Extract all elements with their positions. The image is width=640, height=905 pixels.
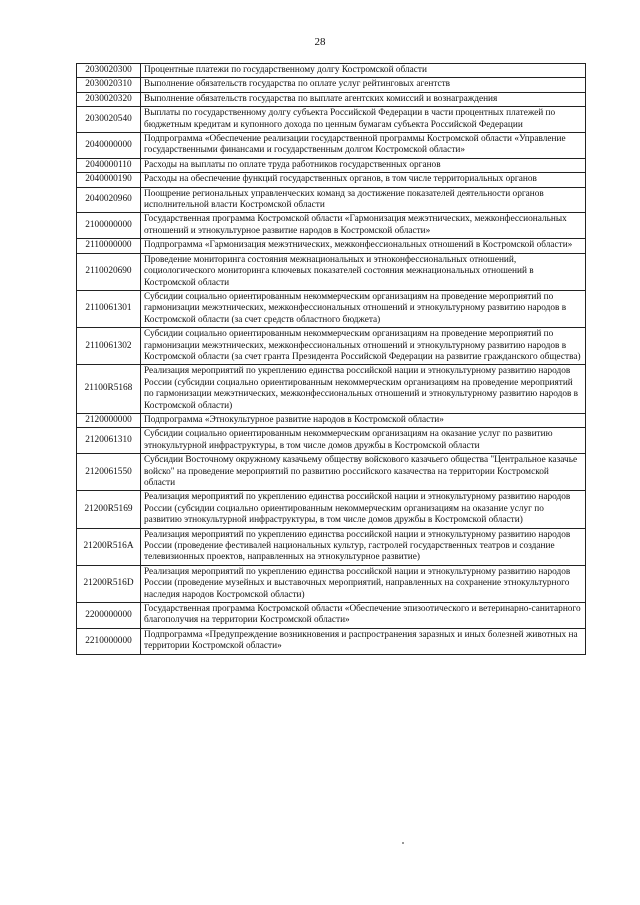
expense-description: Подпрограмма «Гармонизация межэтнических, межконфессиональных отношений в Костромской области» <box>141 239 586 253</box>
expense-description: Субсидии социально ориентированным некоммерческим организациям на проведение мероприятий по гармонизации межэтнических, межконфессиональных отношений и этнокультурному развитию народов в Костромской области (за счет гранта Президента Российской Федерации на развитие гражданского общества) <box>141 328 586 365</box>
expense-description: Выполнение обязательств государства по оплате услуг рейтинговых агентств <box>141 78 586 92</box>
table-row <box>77 253 586 290</box>
table-row <box>77 133 586 159</box>
classification-code: 2110000000 <box>77 239 141 253</box>
table-row <box>77 64 586 78</box>
table-row <box>77 628 586 654</box>
classification-code: 2200000000 <box>77 603 141 629</box>
table-row <box>77 239 586 253</box>
table-row <box>77 603 586 629</box>
scan-speck <box>402 842 404 844</box>
classification-code: 21200R5169 <box>77 491 141 528</box>
table-row <box>77 173 586 187</box>
expense-description: Подпрограмма «Обеспечение реализации государственной программы Костромской области «Управление государственными финансами и государственным долгом Костромской области» <box>141 133 586 159</box>
expense-description: Субсидии социально ориентированным некоммерческим организациям на проведение мероприятий по гармонизации межэтнических, межконфессиональных отношений и этнокультурному развитию народов в Костромской области (за счет средств областного бюджета) <box>141 290 586 327</box>
classification-code: 2120000000 <box>77 413 141 427</box>
expense-description: Процентные платежи по государственному долгу Костромской области <box>141 64 586 78</box>
table-row <box>77 428 586 454</box>
table-row <box>77 528 586 565</box>
expense-description: Подпрограмма «Предупреждение возникновения и распространения заразных и иных болезней животных на территории Костромской области» <box>141 628 586 654</box>
expense-description: Субсидии социально ориентированным некоммерческим организациям на оказание услуг по развитию этнокультурной инфраструктуры, в том числе домов дружбы в Костромской области <box>141 428 586 454</box>
classification-code: 2110020690 <box>77 253 141 290</box>
table-row <box>77 213 586 239</box>
expense-description: Субсидии Восточному окружному казачьему обществу войскового казачьего общества "Центральное казачье войско" на проведение мероприятий по развитию российского казачества на территории Костромской области <box>141 454 586 491</box>
classification-code: 2040000110 <box>77 158 141 172</box>
table-row <box>77 290 586 327</box>
table-row <box>77 365 586 414</box>
expense-description: Государственная программа Костромской области «Гармонизация межэтнических, межконфессиональных отношений и этнокультурное развитие народов в Костромской области» <box>141 213 586 239</box>
table-row <box>77 187 586 213</box>
table-row <box>77 328 586 365</box>
classification-code: 2030020300 <box>77 64 141 78</box>
table-row <box>77 565 586 602</box>
expense-description: Реализация мероприятий по укреплению единства российской нации и этнокультурному развитию народов России (субсидии социально ориентированным некоммерческим организациям на проведение мероприятий по гармонизации межэтнических, межконфессиональных отношений и этнокультурному развитию народов в Костромской области) <box>141 365 586 414</box>
expense-description: Подпрограмма «Этнокультурное развитие народов в Костромской области» <box>141 413 586 427</box>
table-body <box>77 64 586 655</box>
table-row <box>77 92 586 106</box>
classification-code: 2030020310 <box>77 78 141 92</box>
expense-description: Реализация мероприятий по укреплению единства российской нации и этнокультурному развитию народов России (проведение фестивалей национальных культур, гастролей государственных театров и создание телевизионных проектов, направленных на этнокультурное развитие) <box>141 528 586 565</box>
classification-code: 2030020320 <box>77 92 141 106</box>
expense-description: Поощрение региональных управленческих команд за достижение показателей деятельности органов исполнительной власти Костромской области <box>141 187 586 213</box>
classification-code: 2120061550 <box>77 454 141 491</box>
expense-description: Расходы на выплаты по оплате труда работников государственных органов <box>141 158 586 172</box>
classification-code: 21200R516D <box>77 565 141 602</box>
table-row <box>77 491 586 528</box>
expense-description: Реализация мероприятий по укреплению единства российской нации и этнокультурному развитию народов России (субсидии социально ориентированным некоммерческим организациям на оказание услуг по развитию этнокультурной инфраструктуры, в том числе домов дружбы в Костромской области) <box>141 491 586 528</box>
classification-code: 2110061301 <box>77 290 141 327</box>
classification-code: 2040000190 <box>77 173 141 187</box>
classification-code: 2040000000 <box>77 133 141 159</box>
expense-description: Проведение мониторинга состояния межнациональных и этноконфессиональных отношений, социологического мониторинга ключевых показателей состояния межнациональных отношений в Костромской области <box>141 253 586 290</box>
classification-code: 2040020960 <box>77 187 141 213</box>
budget-code-table <box>76 63 586 655</box>
page-number: 28 <box>314 36 326 48</box>
classification-code: 2100000000 <box>77 213 141 239</box>
classification-code: 21200R516A <box>77 528 141 565</box>
table-row <box>77 413 586 427</box>
table-row <box>77 107 586 133</box>
table-row <box>77 78 586 92</box>
classification-code: 2120061310 <box>77 428 141 454</box>
expense-description: Выплаты по государственному долгу субъекта Российской Федерации в части процентных платежей по бюджетным кредитам и купонного дохода по ценным бумагам субъекта Российской Федерации <box>141 107 586 133</box>
classification-code: 2210000000 <box>77 628 141 654</box>
table-row <box>77 158 586 172</box>
expense-description: Расходы на обеспечение функций государственных органов, в том числе территориальных органов <box>141 173 586 187</box>
expense-description: Выполнение обязательств государства по выплате агентских комиссий и вознаграждения <box>141 92 586 106</box>
classification-code: 2110061302 <box>77 328 141 365</box>
table-row <box>77 454 586 491</box>
classification-code: 21100R5168 <box>77 365 141 414</box>
expense-description: Государственная программа Костромской области «Обеспечение эпизоотического и ветеринарно-санитарного благополучия на территории Костромской области» <box>141 603 586 629</box>
classification-code: 2030020540 <box>77 107 141 133</box>
expense-description: Реализация мероприятий по укреплению единства российской нации и этнокультурному развитию народов России (проведение музейных и выставочных мероприятий, направленных на сохранение этнокультурного наследия народов Костромской области) <box>141 565 586 602</box>
